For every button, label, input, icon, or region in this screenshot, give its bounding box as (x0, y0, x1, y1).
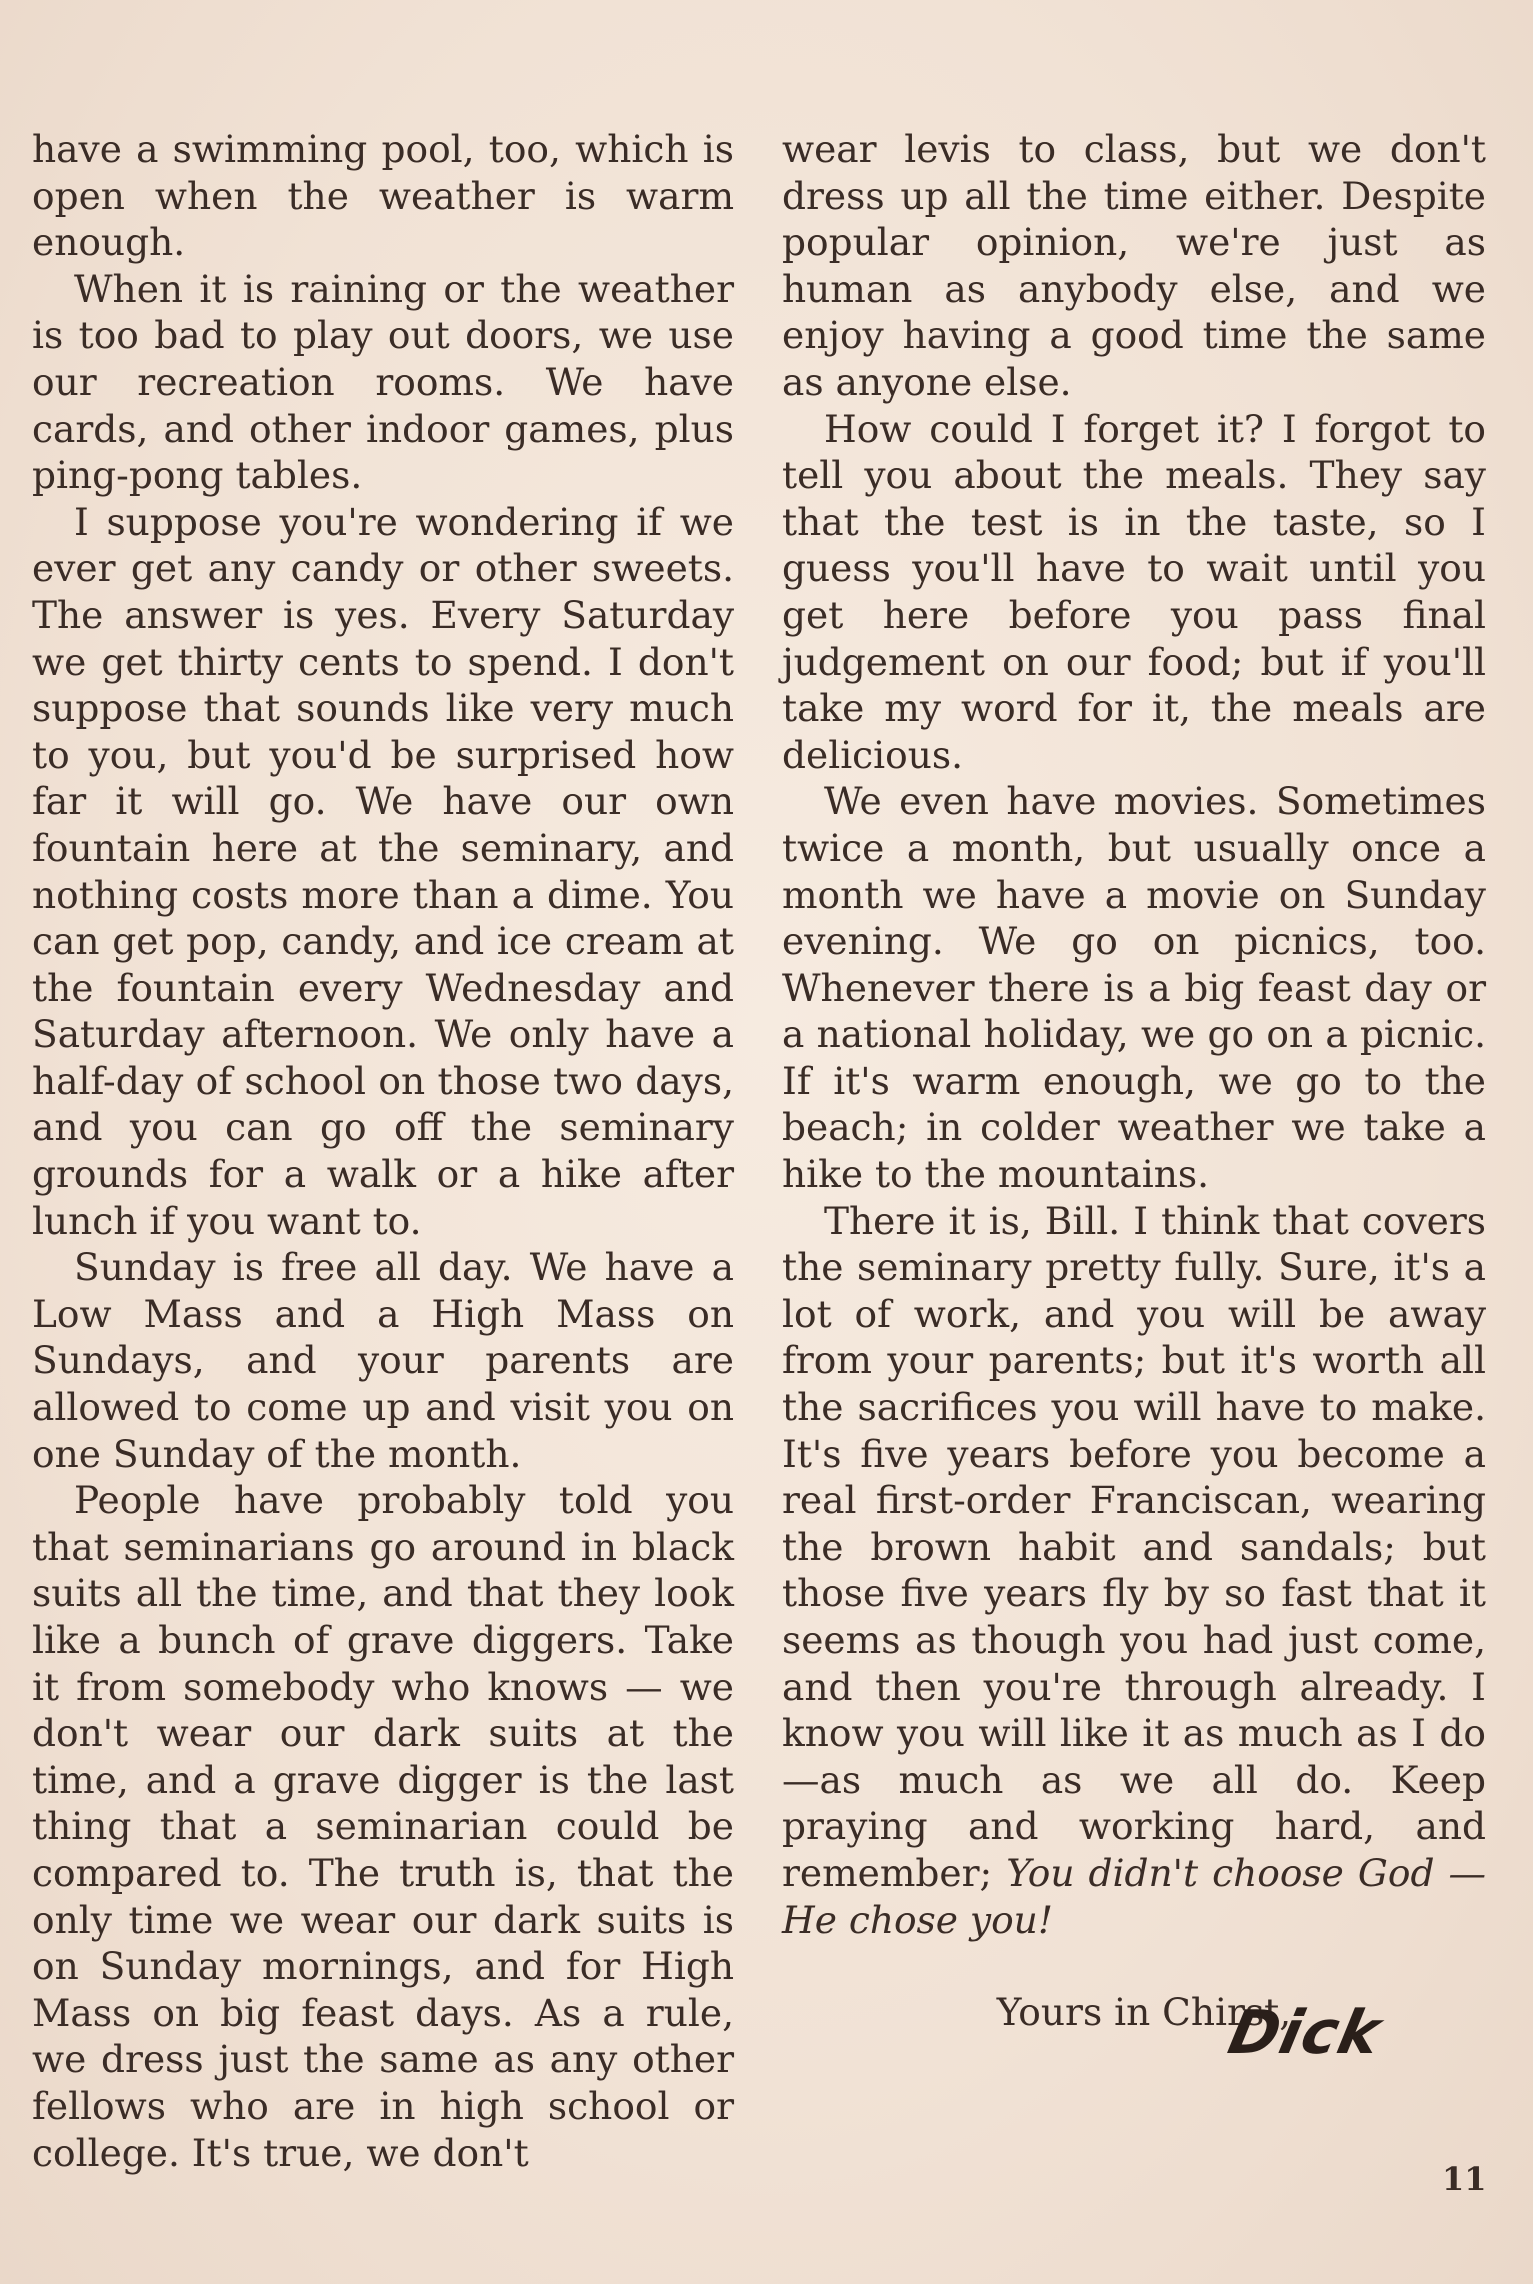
paragraph-black-suits: People have probably told you that seminarians go around in black suits all the time, and that they look like a bunch of grave diggers. Take it from somebody who knows — we don't wear our dark suits at the time, and a grave digger is the last thing that a seminarian could be compared to. The truth is, that the only time we wear our dark suits is on Sunday mornings, and for High Mass on big feast days. As a rule, we dress just the same as any other fellows who are in high school or college. It's true, we don't (32, 1478, 734, 2175)
paragraph-movies: We even have movies. Sometimes twice a month, but usually once a month we have a movie on Sunday evening. We go on picnics, too. Whenever there is a big feast day or a national holiday, we go on a picnic. If it's warm enough, we go to the beach; in colder weather we take a hike to the mountains. (782, 779, 1486, 1197)
paragraph-final (782, 1198, 1486, 1944)
paragraph-meals: How could I forget it? I forgot to tell you about the meals. They say that the test is in the taste, so I guess you'll have to wait until you get here before you pass final judgement on our food; but if you'll take my word for it, the meals are delicious. (782, 406, 1486, 777)
paragraph-recreation-rooms: When it is raining or the weather is too bad to play out doors, we use our recreation rooms. We have cards, and other indoor games, plus ping-pong tables. (32, 266, 734, 498)
paragraph-levis: wear levis to class, but we don't dress up all the time either. Despite popular opinion, we're just as human as anybody else, and we enjoy having a good time the same as anyone else. (782, 127, 1486, 404)
final-paragraph-text: There it is, Bill. I think that covers the seminary pretty fully. Sure, it's a lot of work, and you will be away from your parents; but it's worth all the sacrifices you will have to make. It's five years before you become a real first-order Franciscan, wearing the brown habit and sandals; but those five years fly by so fast that it seems as though you had just come, and then you're through already. I know you will like it as much as I do—as much as we all do. Keep praying and working hard, and remember; (782, 1198, 1486, 1895)
paragraph-sunday: Sunday is free all day. We have a Low Mass and a High Mass on Sundays, and your parents are allowed to come up and visit you on one Sunday of the month. (32, 1245, 734, 1476)
page-number: 11 (1442, 2160, 1487, 2198)
right-column (782, 126, 1486, 2036)
left-column (32, 126, 734, 2176)
paragraph-swimming-pool: have a swimming pool, too, which is open when the weather is warm enough. (32, 127, 734, 265)
closing-line: Yours in Chirst, (996, 1990, 1292, 2035)
final-paragraph-italic: You didn't choose God — He chose you! (782, 1850, 1486, 1942)
paragraph-candy-sweets: I suppose you're wondering if we ever get any candy or other sweets. The answer is yes. Every Saturday we get thirty cents to spend. I don't suppose that sounds like very much to you, but you'd be surprised how far it will go. We have our own fountain here at the seminary, and nothing costs more than a dime. You can get pop, candy, and ice cream at the fountain every Wednesday and Saturday afternoon. We only have a half-day of school on those two days, and you can go off the seminary grounds for a walk or a hike after lunch if you want to. (32, 499, 734, 1243)
signature: Dick (1222, 1998, 1388, 2068)
